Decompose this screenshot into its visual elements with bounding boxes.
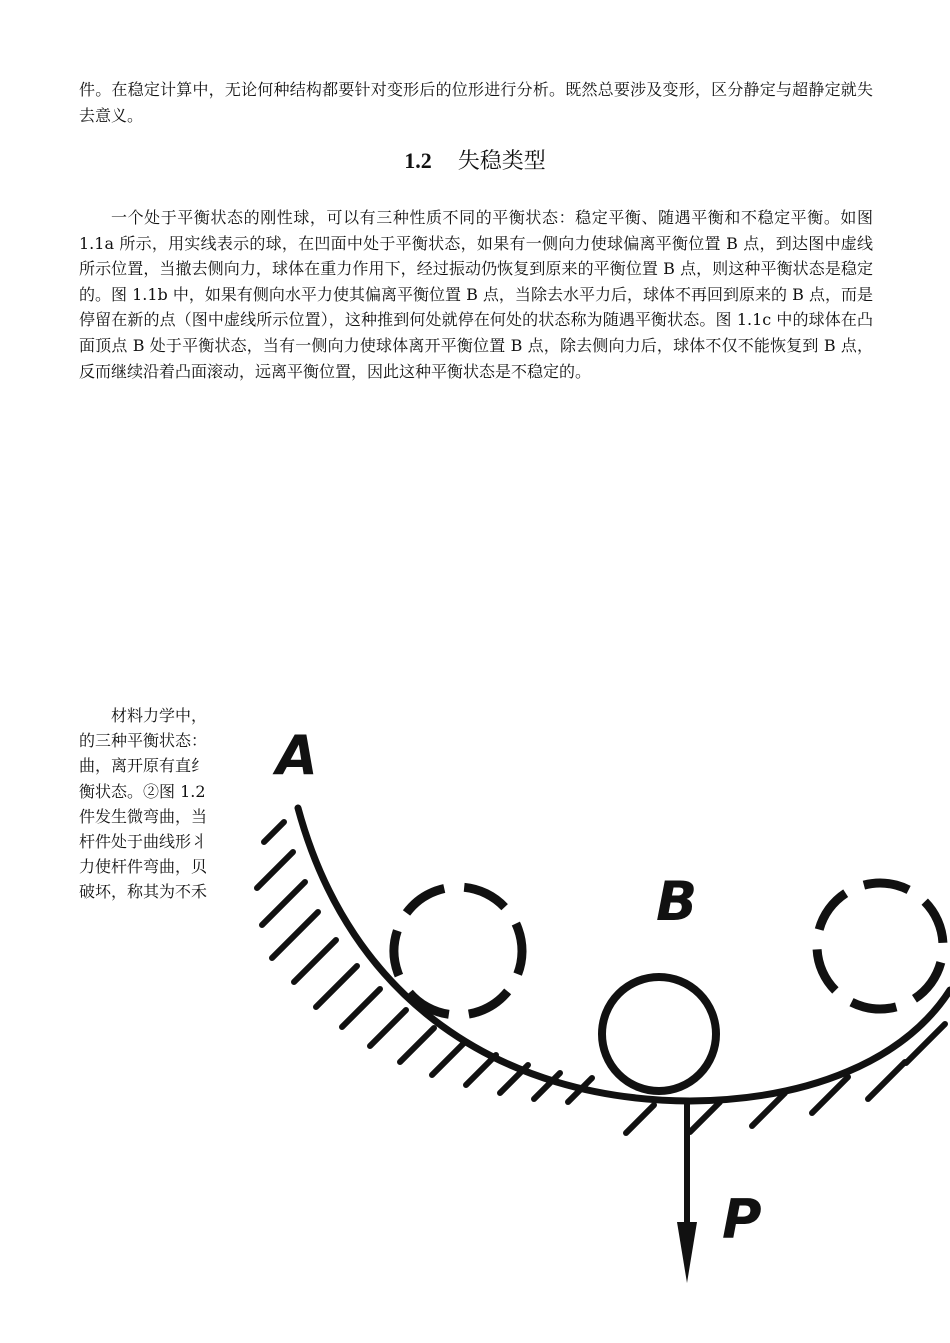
ball-displaced-left xyxy=(376,869,540,1033)
fragment-line: 力使杆件弯曲，贝 xyxy=(79,857,208,877)
fragment-line: 材料力学中， xyxy=(111,706,208,725)
paragraph-equilibrium-types: 一个处于平衡状态的刚性球，可以有三种性质不同的平衡状态：稳定平衡、随遇平衡和不稳定平衡。如图 1.1a 所示，用实线表示的球，在凹面中处于平衡状态，如果有一侧向力使球偏离平衡位置 B 点，到达图中虚线所示位置，当撤去侧向力，球体在重力作用下，经过振动仍恢复到原来的平衡位置 B 点，则这种平衡状态是稳定的。图 1.1b 中，如果有侧向水平力使其偏离平衡位置 B 点，当除去水平力后，球体不再回到原来的 B 点，而是停留在新的点（图中虚线所示位置），这种推到何处就停在何处的状态称为随遇平衡状态。图 1.1c 中的球体在凸面顶点 B 处于平衡状态，当有一侧向力使球体离开平衡位置 B 点，除去侧向力后，球体不仅不能恢复到 B 点，反而继续沿着凸面滚动，远离平衡位置，因此这种平衡状态是不稳定的。 xyxy=(79,208,873,381)
fragment-line: 破坏，称其为不禾 xyxy=(79,882,208,902)
figure-drawing xyxy=(218,700,950,1343)
ball-equilibrium xyxy=(602,977,716,1091)
surface-hatching xyxy=(257,822,945,1133)
figure-concave-equilibrium xyxy=(218,700,950,1343)
fragment-line: 衡状态。②图 1.2 xyxy=(79,781,206,801)
fragment-line: 曲，离开原有直纟 xyxy=(79,756,208,776)
force-arrowhead xyxy=(677,1222,697,1283)
section-title: 失稳类型 xyxy=(457,149,546,174)
label-point-A: A xyxy=(276,724,318,787)
section-number: 1.2 xyxy=(404,148,432,173)
paragraph-continuation: 件。在稳定计算中，无论何种结构都要针对变形后的位形进行分析。既然总要涉及变形，区分静定与超静定就失去意义。 xyxy=(79,80,873,125)
paragraph-bottom-fragment xyxy=(79,703,239,905)
label-point-B: B xyxy=(656,870,698,933)
label-force-P: P xyxy=(722,1188,762,1251)
fragment-line: 杆件处于曲线形丬 xyxy=(79,832,208,852)
fragment-line: 的三种平衡状态： xyxy=(79,731,208,751)
section-heading xyxy=(0,146,950,177)
fragment-line: 件发生微弯曲，当 xyxy=(79,806,208,826)
ball-displaced-right xyxy=(803,869,950,1023)
